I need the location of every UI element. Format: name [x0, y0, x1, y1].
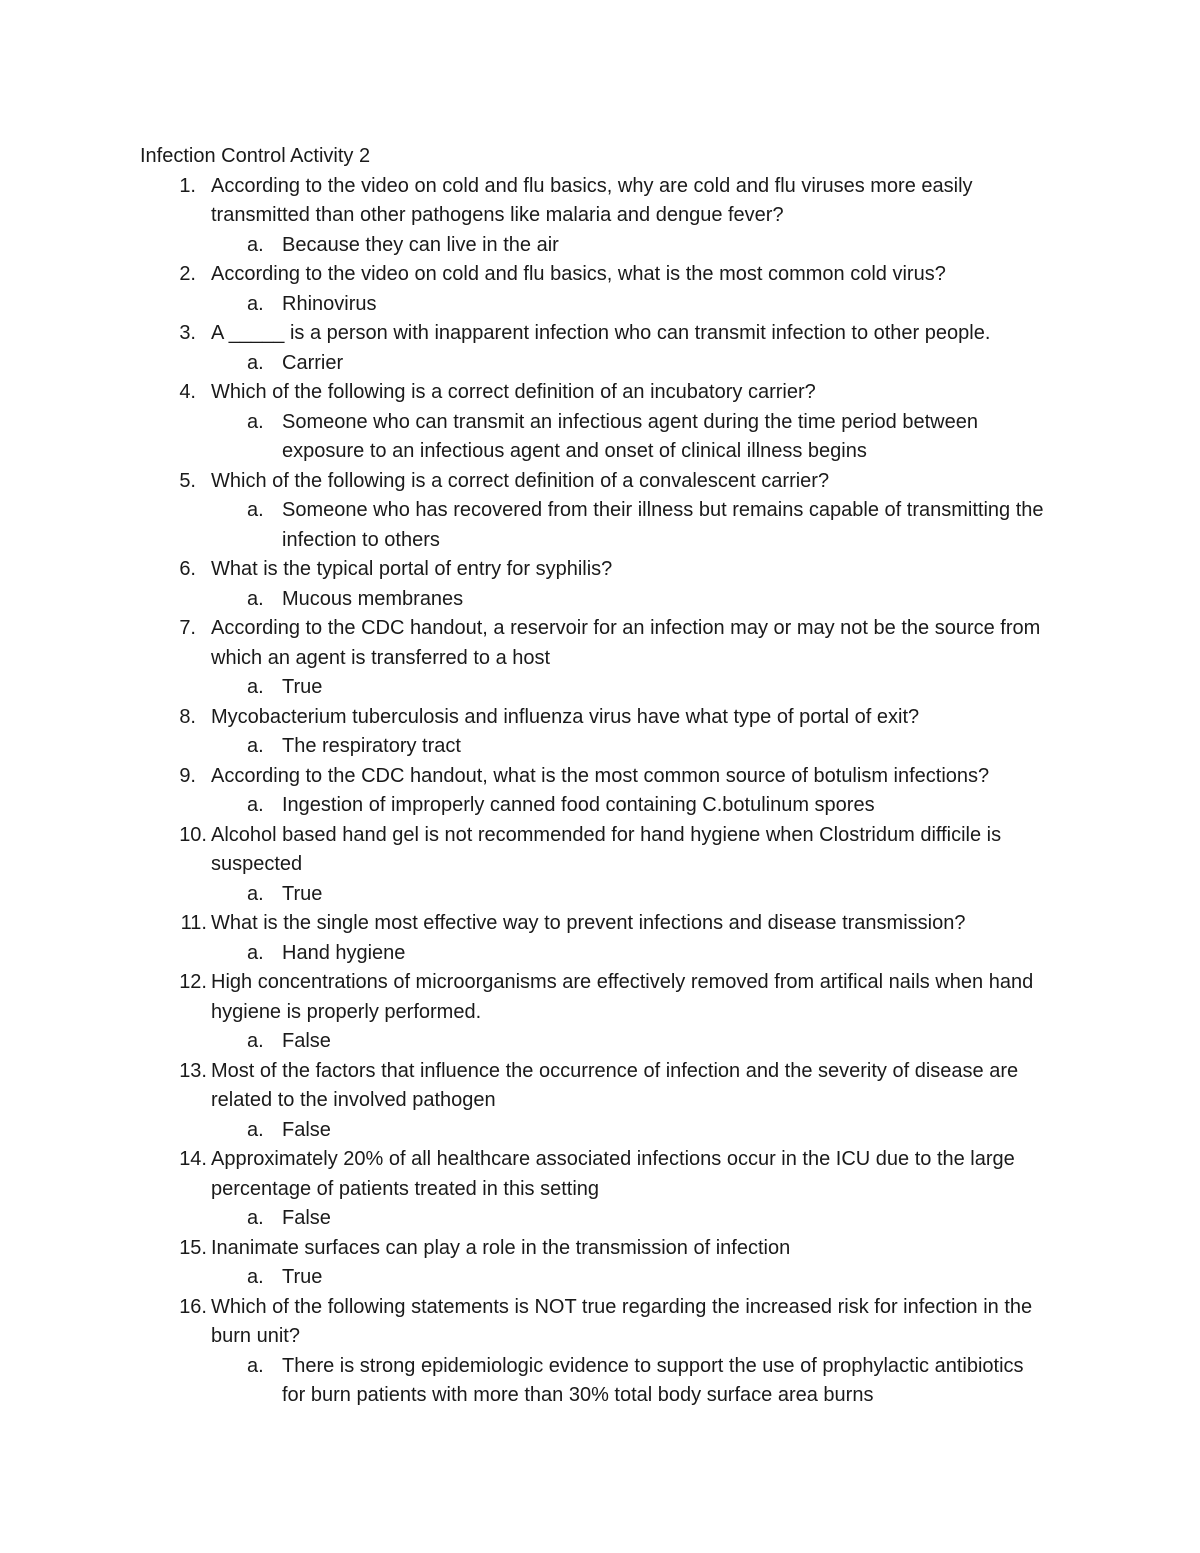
question-number: 9.	[179, 764, 196, 787]
question-number: 4.	[179, 381, 196, 403]
question-item	[0, 821, 1200, 910]
question-row	[0, 821, 1071, 880]
question-text: Which of the following is a correct definition of an incubatory carrier?	[211, 381, 816, 403]
question-number: 13.	[179, 1059, 207, 1082]
question-item	[0, 260, 1200, 319]
question-number: 15.	[179, 1236, 207, 1259]
question-row	[0, 319, 1071, 349]
question-row	[0, 378, 1071, 408]
answer-row	[0, 1263, 1052, 1293]
answer-letter: a.	[247, 1118, 264, 1141]
answer-row	[0, 349, 1052, 379]
question-item	[0, 1234, 1200, 1293]
answer-text: Someone who can transmit an infectious agent during the time period between exposure to an infectious agent and onset of clinical illness begins	[282, 410, 978, 462]
question-row	[0, 1293, 1071, 1352]
answer-letter: a.	[247, 1207, 264, 1229]
question-item	[0, 319, 1200, 378]
question-item	[0, 467, 1200, 556]
question-item	[0, 909, 1200, 968]
answer-letter: a.	[247, 292, 264, 315]
question-row	[0, 762, 1071, 792]
question-number: 2.	[179, 263, 196, 285]
answer-text: True	[282, 1266, 323, 1288]
answer-text: Rhinovirus	[282, 292, 377, 315]
answer-text: Carrier	[282, 351, 344, 374]
answer-row	[0, 1027, 1052, 1057]
question-row	[0, 1234, 1071, 1264]
question-row	[0, 555, 1071, 585]
question-number: 11.	[180, 912, 207, 934]
question-text: High concentrations of microorganisms are effectively removed from artifical nails when hand hygiene is properly performed.	[211, 971, 1034, 1023]
question-row	[0, 909, 1071, 939]
answer-letter: a.	[247, 587, 264, 610]
answer-text: Someone who has recovered from their illness but remains capable of transmitting the infection to others	[282, 499, 1044, 551]
answer-text: Because they can live in the air	[282, 233, 559, 256]
question-text: According to the video on cold and flu basics, why are cold and flu viruses more easily transmitted than other pathogens like malaria and dengue fever?	[211, 174, 973, 226]
question-item	[0, 172, 1200, 261]
question-row	[0, 1057, 1071, 1116]
answer-letter: a.	[247, 1354, 264, 1377]
answer-row	[0, 290, 1052, 320]
question-text: What is the single most effective way to prevent infections and disease transmission?	[211, 912, 966, 934]
answer-letter: a.	[247, 882, 264, 905]
answer-letter: a.	[247, 351, 264, 374]
answer-letter: a.	[247, 794, 264, 816]
question-text: According to the video on cold and flu basics, what is the most common cold virus?	[211, 263, 946, 285]
document-title: Infection Control Activity 2	[140, 145, 371, 167]
question-text: According to the CDC handout, a reservoir for an infection may or may not be the source from which an agent is transferred to a host	[211, 617, 1041, 669]
question-text: Mycobacterium tuberculosis and influenza virus have what type of portal of exit?	[211, 705, 920, 728]
question-number: 3.	[179, 322, 196, 344]
question-row	[0, 614, 1071, 673]
answer-row	[0, 1204, 1052, 1234]
answer-row	[0, 231, 1052, 261]
question-text: What is the typical portal of entry for syphilis?	[211, 558, 613, 580]
question-row	[0, 1145, 1071, 1204]
question-text: Which of the following statements is NOT true regarding the increased risk for infection in the burn unit?	[211, 1295, 1033, 1347]
answer-row	[0, 1116, 1052, 1146]
question-row	[0, 968, 1071, 1027]
question-text: A _____ is a person with inapparent infection who can transmit infection to other people.	[211, 322, 991, 344]
answer-row	[0, 791, 1052, 821]
question-row	[0, 467, 1071, 497]
question-text: Alcohol based hand gel is not recommended for hand hygiene when Clostridum difficile is suspected	[211, 823, 1002, 875]
question-item	[0, 1145, 1200, 1234]
question-item	[0, 703, 1200, 762]
answer-text: False	[282, 1118, 331, 1141]
question-item	[0, 968, 1200, 1057]
answer-letter: a.	[247, 499, 264, 521]
question-text: Most of the factors that influence the occurrence of infection and the severity of disease are related to the involved pathogen	[211, 1059, 1019, 1111]
question-list	[0, 172, 1200, 1411]
question-number: 1.	[179, 174, 196, 197]
answer-text: Hand hygiene	[282, 941, 406, 964]
question-item	[0, 762, 1200, 821]
question-item	[0, 555, 1200, 614]
answer-row	[0, 880, 1052, 910]
answer-text: True	[282, 676, 323, 698]
question-item	[0, 1057, 1200, 1146]
answer-letter: a.	[247, 1266, 264, 1288]
answer-text: Mucous membranes	[282, 587, 464, 610]
question-text: Approximately 20% of all healthcare associated infections occur in the ICU due to the large percentage of patients treated in this setting	[211, 1148, 1015, 1200]
answer-letter: a.	[247, 233, 264, 256]
answer-row	[0, 673, 1052, 703]
answer-row	[0, 732, 1052, 762]
question-item	[0, 378, 1200, 467]
answer-letter: a.	[247, 410, 264, 433]
answer-text: False	[282, 1030, 331, 1052]
answer-letter: a.	[247, 1030, 264, 1052]
answer-text: False	[282, 1207, 331, 1229]
answer-letter: a.	[247, 941, 264, 964]
answer-row	[0, 408, 1052, 467]
question-row	[0, 172, 1071, 231]
question-text: Which of the following is a correct definition of a convalescent carrier?	[211, 469, 830, 492]
answer-text: Ingestion of improperly canned food containing C.botulinum spores	[282, 794, 875, 816]
question-item	[0, 614, 1200, 703]
answer-row	[0, 496, 1052, 555]
question-number: 5.	[179, 469, 196, 492]
question-text: According to the CDC handout, what is the most common source of botulism infections?	[211, 764, 990, 787]
question-number: 10.	[179, 823, 207, 846]
answer-text: True	[282, 882, 323, 905]
answer-text: The respiratory tract	[282, 735, 461, 757]
answer-letter: a.	[247, 735, 264, 757]
question-number: 16.	[179, 1295, 207, 1318]
question-number: 12.	[179, 971, 207, 993]
question-number: 7.	[179, 617, 196, 639]
answer-row	[0, 1352, 1052, 1411]
question-row	[0, 703, 1071, 733]
question-item	[0, 1293, 1200, 1411]
question-number: 8.	[179, 705, 196, 728]
answer-row	[0, 585, 1052, 615]
question-text: Inanimate surfaces can play a role in the transmission of infection	[211, 1236, 791, 1259]
answer-letter: a.	[247, 676, 264, 698]
question-row	[0, 260, 1071, 290]
question-number: 14.	[179, 1148, 207, 1170]
answer-text: There is strong epidemiologic evidence to support the use of prophylactic antibiotics for burn patients with more than 30% total body surface area burns	[282, 1354, 1024, 1406]
question-number: 6.	[179, 558, 196, 580]
answer-row	[0, 939, 1052, 969]
